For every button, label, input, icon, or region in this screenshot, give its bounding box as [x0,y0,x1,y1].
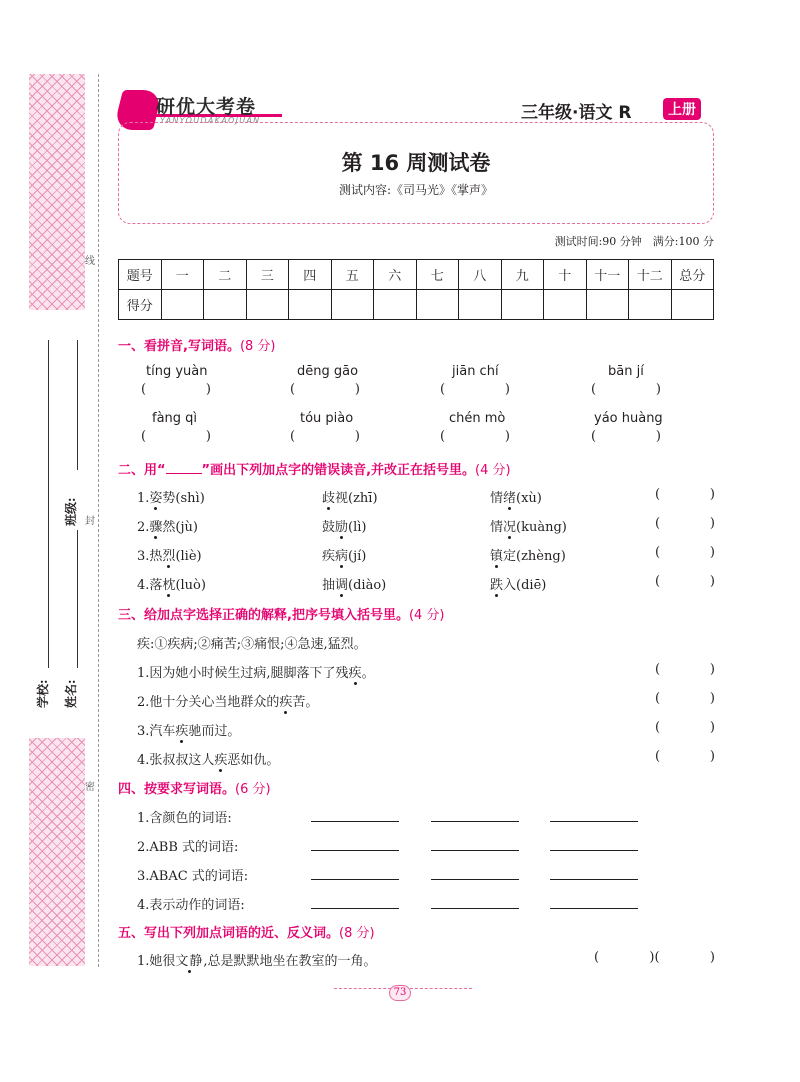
item-number: 1. [137,491,150,506]
exam-info: 测试时间:90 分钟 满分:100 分 [554,235,714,248]
answer-paren[interactable] [655,487,715,502]
pinyin: dēng gāo [297,364,359,379]
score-cell[interactable] [629,290,672,320]
dotted-char: 疾 [279,695,293,710]
answer-paren[interactable] [591,429,661,444]
section-title: 五、写出下列加点词语的近、反义词。 [118,926,340,941]
paren-close: ) [709,720,715,735]
item-text: 驰而过。 [188,724,241,739]
answer-paren[interactable] [655,574,715,589]
table-cell: 得分 [119,290,162,320]
binding-char-fold: 密 [85,782,95,793]
paren-open: ( [594,950,600,965]
dotted-char: 况 [503,520,517,535]
paren-close: ) [709,691,715,706]
item-text: 4.张叔叔这人 [137,753,215,768]
answer-line[interactable] [311,821,399,822]
dotted-char: 姿 [149,491,163,506]
paren-close: ) [504,382,510,397]
score-cell[interactable] [289,290,332,320]
list-item: 2.ABB 式的词语: [137,840,239,855]
answer-paren[interactable] [655,720,715,735]
dotted-char: 病 [335,549,349,564]
score-cell[interactable] [459,290,502,320]
item-text: (kuàng) [516,520,567,535]
item-number: 4. [137,578,150,593]
section-title: 四、按要求写词语。 [118,782,236,797]
list-item [490,516,567,535]
paren-close: ) [655,382,661,397]
item-text: 2.他十分关心当地群众的 [137,695,280,710]
table-cell: 五 [331,260,374,290]
list-item [137,574,206,593]
dotted-char: 励 [335,520,349,535]
title-box [118,122,714,224]
paren-open: ( [290,429,296,444]
class-write-line [77,340,78,470]
item-text: 苦。 [292,695,319,710]
item-number: 2. [137,520,150,535]
answer-line[interactable] [311,850,399,851]
answer-paren[interactable] [655,691,715,706]
paren-close: ) [504,429,510,444]
item-text: (jí) [348,549,367,564]
dotted-char: 疾 [214,753,228,768]
table-cell: 六 [374,260,417,290]
section-2-heading [118,459,511,478]
answer-paren[interactable] [440,382,510,397]
score-table-header-row [119,260,714,290]
paren-close: ) [709,545,715,560]
paren-open: ( [655,487,661,502]
answer-line[interactable] [431,821,519,822]
underline-sample [166,462,202,474]
paren-open: ( [655,574,661,589]
table-cell: 八 [459,260,502,290]
pinyin: fàng qì [152,411,198,426]
table-cell: 一 [161,260,204,290]
score-cell[interactable] [544,290,587,320]
list-item: 1.含颜色的词语: [137,811,232,826]
paren-open: ( [655,662,661,677]
paren-open: ( [591,429,597,444]
section-4-heading [118,778,271,797]
paren-open: ( [141,382,147,397]
item-text: 情 [490,520,504,535]
table-cell: 三 [246,260,289,290]
test-content: 测试内容:《司马光》《掌声》 [338,183,494,197]
margin-pattern-bottom [29,738,85,966]
item-text: 3.汽车 [137,724,176,739]
score-cell[interactable] [501,290,544,320]
section-points: (4 分) [475,463,511,478]
item-text: ,总是默默地坐在教室的一角。 [203,954,377,969]
name-label: 姓名: [64,679,78,708]
score-cell[interactable] [331,290,374,320]
paren-close: ) [709,950,715,965]
pinyin: jiān chí [452,364,499,379]
volume-badge: 上册 [663,98,701,120]
dotted-char: 骤 [149,520,163,535]
binding-char-line: 线 [85,256,95,267]
list-item [137,487,205,506]
item-text: 抽 [322,578,336,593]
item-text: 入(diē) [503,578,547,593]
item-text: 疾 [322,549,336,564]
item-text: (liè) [175,549,202,564]
paren-close: ) [709,662,715,677]
score-cell[interactable] [416,290,459,320]
score-cell[interactable] [204,290,247,320]
margin-pattern-top [29,74,85,310]
answer-paren[interactable] [440,429,510,444]
section-title: 一、看拼音,写词语。 [118,339,240,354]
section-points: (6 分) [235,782,271,797]
answer-paren[interactable] [290,382,360,397]
score-cell[interactable] [246,290,289,320]
page-number [0,980,800,1001]
item-text: 鼓 [322,520,336,535]
logo-text: 研优大考卷 [156,96,257,118]
table-cell: 十二 [629,260,672,290]
item-text: 视(zhī) [335,491,378,506]
list-item [490,487,542,506]
table-cell: 九 [501,260,544,290]
item-text: 1.她很 [137,954,176,969]
dotted-char: 绪 [503,491,517,506]
table-cell: 七 [416,260,459,290]
answer-paren-pair[interactable] [594,950,715,965]
table-cell: 十 [544,260,587,290]
answer-line[interactable] [550,879,638,880]
item-text: 情 [490,491,504,506]
answer-paren[interactable] [655,749,715,764]
pinyin: yáo huàng [594,411,663,426]
list-item [137,691,318,710]
list-item: 4.表示动作的词语: [137,898,245,913]
answer-line[interactable] [550,850,638,851]
school-label: 学校: [36,679,50,708]
score-cell[interactable] [586,290,629,320]
item-text: (lì) [348,520,367,535]
list-item: 3.ABAC 式的词语: [137,869,249,884]
school-write-line [48,340,49,668]
paren-close: ) [354,382,360,397]
definition-options: 疾:①疾病;②痛苦;③痛恨;④急速,猛烈。 [137,637,367,652]
page-number-text: 73 [389,985,411,1001]
answer-line[interactable] [431,879,519,880]
section-points: (4 分) [408,608,445,623]
list-item [137,950,377,969]
list-item [137,545,202,564]
dotted-char: 疾 [348,666,362,681]
dotted-char: 镇 [490,549,504,564]
dotted-word: 文静 [175,954,204,969]
table-cell: 十一 [586,260,629,290]
score-cell[interactable] [161,290,204,320]
item-text: (diào) [348,578,387,593]
grade-subject: 三年级·语文 R [521,103,632,123]
answer-paren[interactable] [591,382,661,397]
paren-open: ( [141,429,147,444]
list-item [137,749,279,768]
item-text: 热 [149,549,163,564]
item-text: 。 [361,666,375,681]
dotted-char: 烈 [162,549,176,564]
list-item [137,720,240,739]
answer-paren[interactable] [290,429,360,444]
score-cell[interactable] [374,290,417,320]
binding-char-seal: 封 [85,516,95,527]
answer-line[interactable] [431,850,519,851]
paren-open: ( [440,382,446,397]
paren-middle: )( [649,950,660,965]
item-number: 3. [137,549,150,564]
item-text: 定(zhèng) [503,549,566,564]
paren-open: ( [655,516,661,531]
answer-paren[interactable] [141,429,211,444]
table-cell: 二 [204,260,247,290]
pinyin: tíng yuàn [146,364,208,379]
paren-close: ) [205,382,211,397]
answer-line[interactable] [550,908,638,909]
list-item [490,574,546,593]
item-text: 1.因为她小时候生过病,腿脚落下了残 [137,666,349,681]
list-item [322,574,386,593]
section-title: 三、给加点字选择正确的解释,把序号填入括号里。 [118,608,409,623]
dotted-char: 疾 [175,724,189,739]
paren-close: ) [205,429,211,444]
paren-open: ( [440,429,446,444]
class-label: 班级: [64,497,78,526]
section-5-heading [118,922,375,941]
dotted-char: 调 [335,578,349,593]
logo-subtext: YANYOUDAKAOJUAN [160,116,261,125]
item-text: 落 [149,578,163,593]
list-item [137,516,198,535]
pinyin: tóu piào [300,411,354,426]
answer-line[interactable] [550,821,638,822]
paren-close: ) [354,429,360,444]
item-text: 恶如仇。 [227,753,280,768]
answer-line[interactable] [311,879,399,880]
paren-open: ( [655,691,661,706]
section-3-heading [118,604,445,623]
score-table [118,259,714,320]
page-title: 第 16 周测试卷 [341,151,491,175]
paren-open: ( [655,749,661,764]
paren-open: ( [290,382,296,397]
list-item [322,487,378,506]
answer-paren[interactable] [655,516,715,531]
list-item [490,545,566,564]
section-points: (8 分) [239,339,276,354]
section-1-heading [118,335,276,354]
answer-line[interactable] [311,908,399,909]
section-title-start: 二、用“ [118,463,166,478]
paren-close: ) [709,574,715,589]
list-item [137,662,375,681]
score-cell[interactable] [671,290,714,320]
pinyin: chén mò [449,411,506,426]
table-cell: 总分 [671,260,714,290]
paren-open: ( [655,720,661,735]
paren-open: ( [655,545,661,560]
section-title-end: ”画出下列加点字的错误读音,并改正在括号里。 [201,463,476,478]
item-text: 势(shì) [162,491,205,506]
paren-close: ) [709,487,715,502]
table-cell: 题号 [119,260,162,290]
item-text: (luò) [175,578,206,593]
binding-line [98,74,99,967]
answer-paren[interactable] [141,382,211,397]
pinyin: bān jí [608,364,644,379]
answer-paren[interactable] [655,545,715,560]
list-item [322,545,366,564]
section-points: (8 分) [339,926,375,941]
answer-paren[interactable] [655,662,715,677]
score-table-score-row [119,290,714,320]
paren-close: ) [709,516,715,531]
paren-close: ) [709,749,715,764]
paren-close: ) [655,429,661,444]
name-write-line [77,530,78,668]
dotted-char: 枕 [162,578,176,593]
dotted-char: 歧 [322,491,336,506]
answer-line[interactable] [431,908,519,909]
list-item [322,516,367,535]
dotted-char: 跌 [490,578,504,593]
table-cell: 四 [289,260,332,290]
paren-open: ( [591,382,597,397]
item-text: 然(jù) [162,520,198,535]
item-text: (xù) [516,491,542,506]
